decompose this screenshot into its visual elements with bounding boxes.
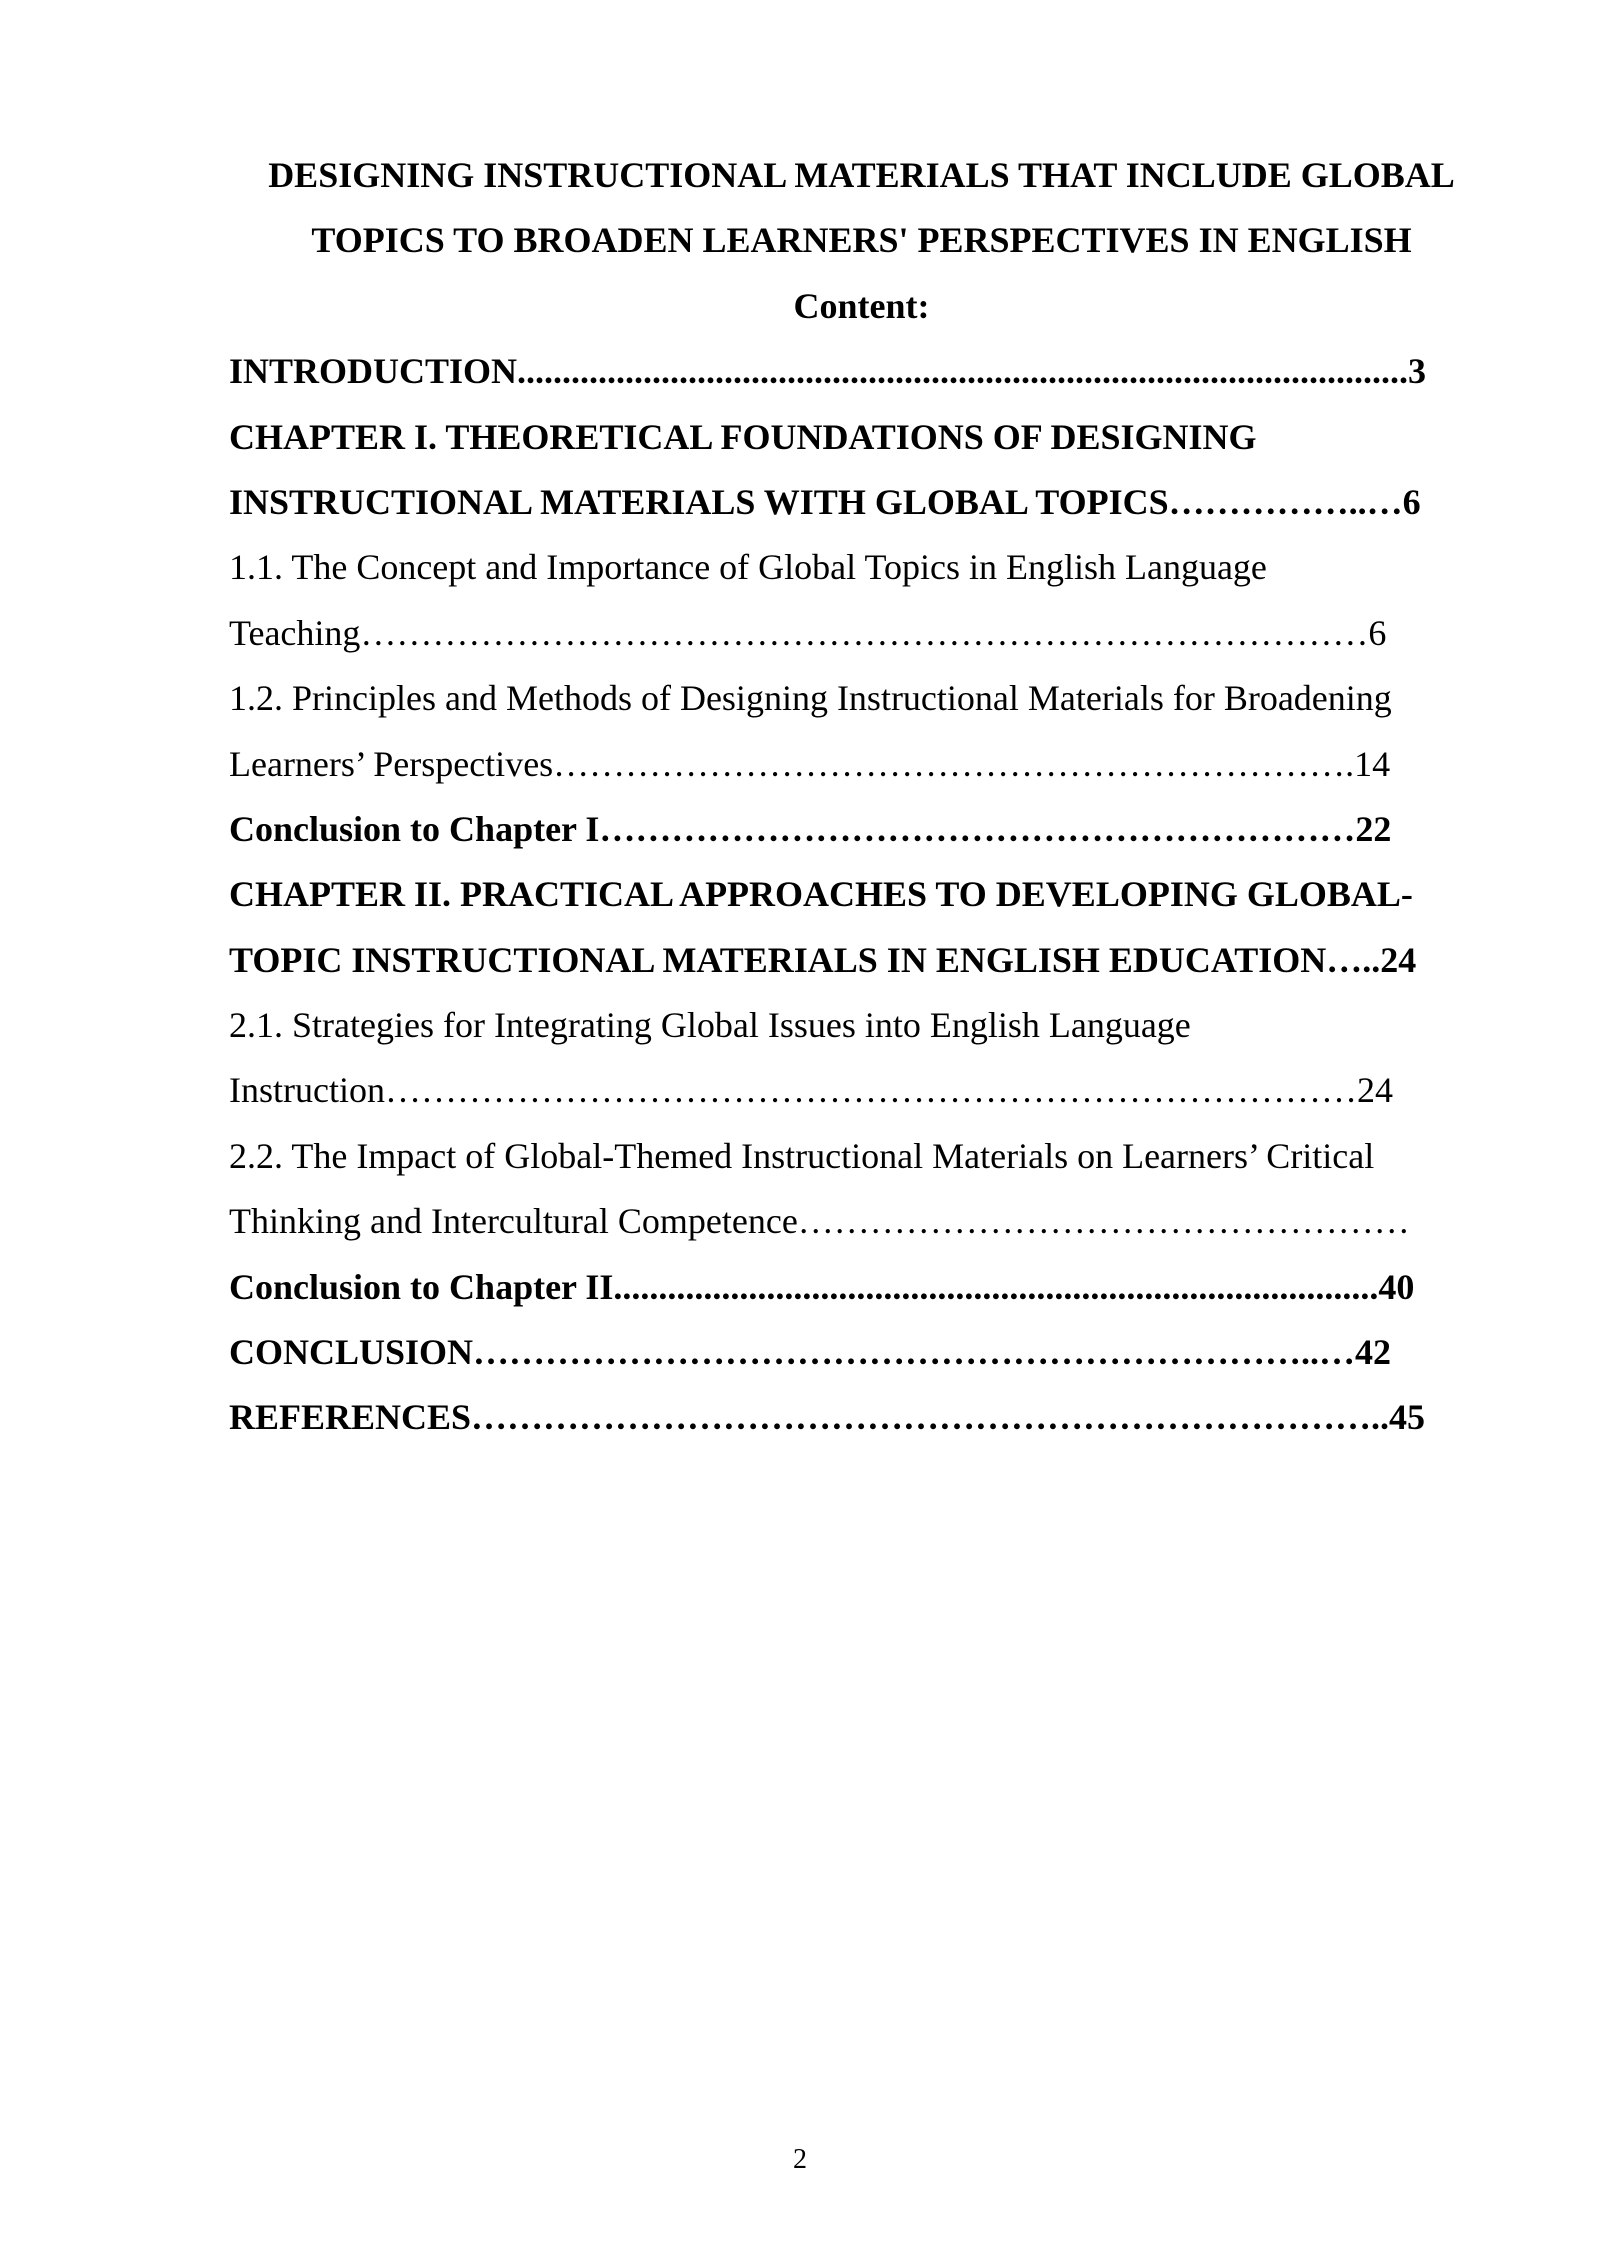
toc-conclusion-chapter-1: Conclusion to Chapter I………………………………………………………22 (229, 808, 1392, 849)
toc-section-2-2-line-1: 2.2. The Impact of Global-Themed Instructional Materials on Learners’ Critical (229, 1135, 1375, 1176)
table-of-contents (229, 143, 1494, 1451)
toc-section-2-1-line-1: 2.1. Strategies for Integrating Global Issues into English Language (229, 1005, 1191, 1046)
document-title-line-2: TOPICS TO BROADEN LEARNERS' PERSPECTIVES IN ENGLISH (311, 220, 1412, 261)
toc-section-1-2-line-2: Learners’ Perspectives………………………………………………………….14 (229, 743, 1391, 784)
toc-conclusion-chapter-2: Conclusion to Chapter II.....................................................................................40 (229, 1266, 1415, 1307)
toc-chapter-2-line-2: TOPIC INSTRUCTIONAL MATERIALS IN ENGLISH EDUCATION…..24 (229, 939, 1417, 980)
toc-chapter-1-line-2: INSTRUCTIONAL MATERIALS WITH GLOBAL TOPICS……………..…6 (229, 481, 1421, 522)
page-number: 2 (793, 2144, 807, 2175)
toc-section-1-1-line-2: Teaching…………………………………………………………………………6 (229, 612, 1387, 653)
toc-conclusion: CONCLUSION……………………………………………………………..…42 (229, 1332, 1392, 1373)
toc-chapter-1-line-1: CHAPTER I. THEORETICAL FOUNDATIONS OF DESIGNING (229, 416, 1257, 457)
toc-section-1-2-line-1: 1.2. Principles and Methods of Designing Instructional Materials for Broadening (229, 678, 1392, 719)
contents-heading: Content: (793, 285, 930, 326)
toc-section-1-1-line-1: 1.1. The Concept and Importance of Global Topics in English Language (229, 547, 1267, 588)
toc-section-2-1-line-2: Instruction………………………………………………………………………24 (229, 1070, 1393, 1111)
toc-introduction: INTRODUCTION...................................................................................................3 (229, 351, 1427, 392)
toc-section-2-2-line-2: Thinking and Intercultural Competence…………………………………………… (229, 1201, 1410, 1242)
document-title-line-1: DESIGNING INSTRUCTIONAL MATERIALS THAT INCLUDE GLOBAL (268, 155, 1455, 195)
toc-chapter-2-line-1: CHAPTER II. PRACTICAL APPROACHES TO DEVELOPING GLOBAL- (229, 874, 1413, 915)
toc-references: REFERENCES…………………………………………………………………..45 (229, 1397, 1426, 1438)
